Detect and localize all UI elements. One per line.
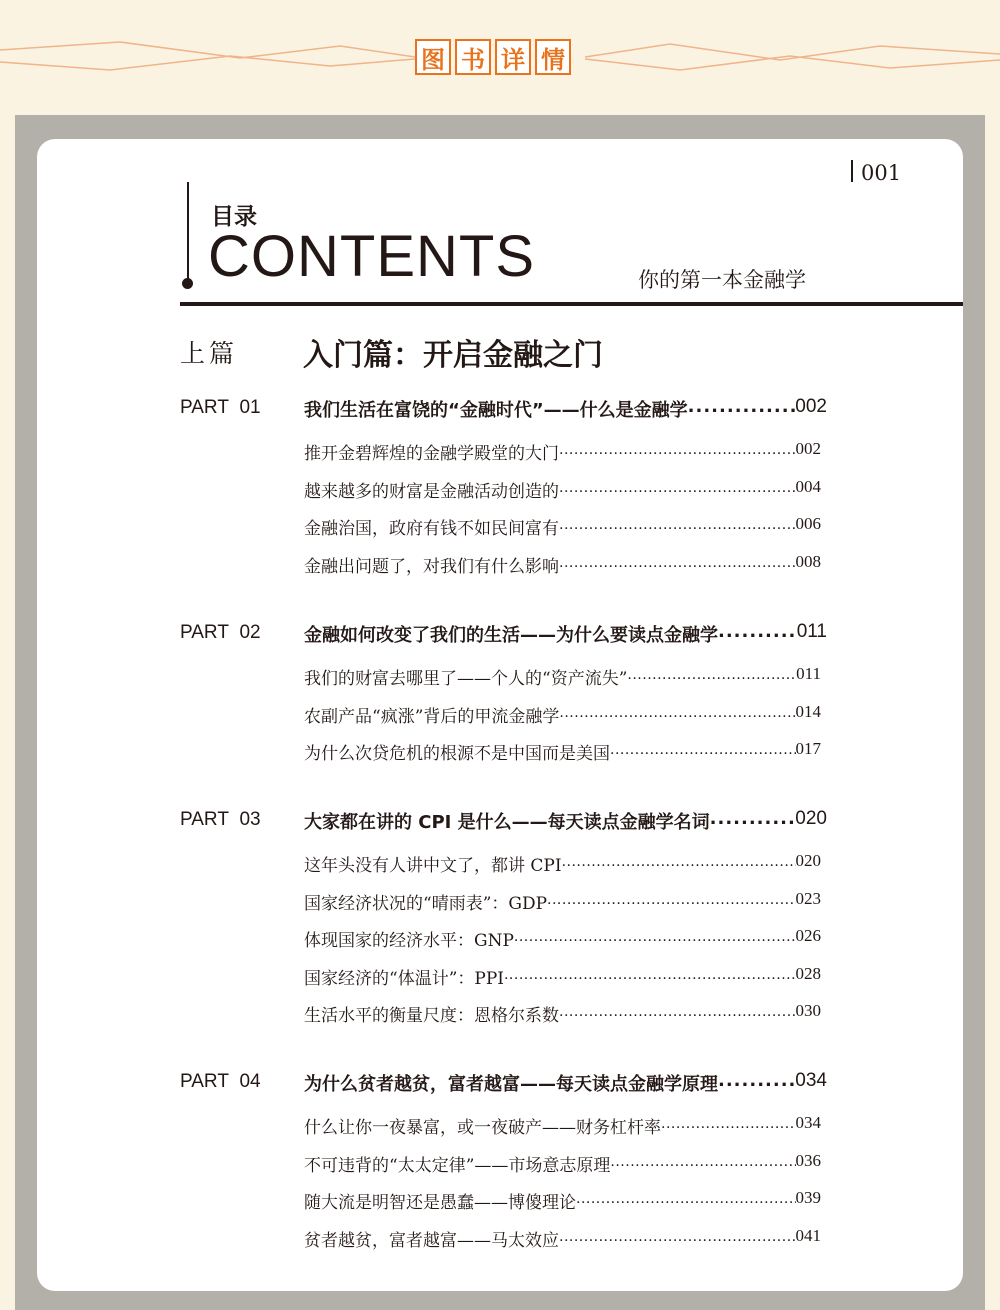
section-title: 金融治国，政府有钱不如民间富有: [304, 519, 559, 539]
section-page: 030: [795, 1001, 821, 1020]
section-title: 国家经济的“体温计”：PPI: [304, 968, 504, 989]
leader-dots: [514, 926, 796, 951]
page-number-value: 001: [861, 161, 902, 185]
section-row[interactable]: [304, 889, 821, 914]
leader-dots: [559, 552, 796, 577]
banner-char: 图: [415, 39, 451, 75]
section-title: 越来越多的财富是金融活动创造的: [304, 481, 559, 502]
leader-dots: [718, 1070, 795, 1096]
section-row[interactable]: [304, 552, 821, 577]
chapter-title: 我们生活在富饶的“金融时代”——什么是金融学: [304, 400, 688, 421]
section-row[interactable]: [304, 1001, 821, 1026]
section-row[interactable]: [304, 926, 821, 951]
leader-dots: [559, 514, 796, 539]
chapter-title-row[interactable]: [304, 808, 827, 834]
section-row[interactable]: [304, 439, 821, 464]
section-title: 体现国家的经济水平：GNP: [304, 931, 514, 951]
leader-dots: [547, 889, 795, 914]
leader-dots: [576, 1188, 796, 1213]
section-row[interactable]: [304, 1188, 821, 1213]
section-page: 004: [795, 476, 821, 496]
leader-dots: [559, 702, 795, 727]
section-page: 008: [795, 551, 821, 571]
chapter-title-row[interactable]: [304, 621, 827, 647]
section-page: 026: [795, 926, 821, 945]
part-label: 上篇: [180, 339, 239, 368]
leader-dots: [610, 1151, 795, 1176]
section-page: 017: [795, 739, 821, 758]
section-row[interactable]: [304, 514, 821, 539]
section-page: 014: [795, 701, 821, 721]
chapter-label: PART 02: [180, 622, 261, 643]
leader-dots: [718, 621, 797, 647]
toc-label: 目录: [211, 204, 257, 230]
section-title: 生活水平的衡量尺度：恩格尔系数: [304, 1006, 559, 1026]
section-row[interactable]: [304, 477, 821, 502]
section-row[interactable]: [304, 964, 821, 989]
chapter-page: 034: [795, 1070, 827, 1091]
section-page: 006: [795, 514, 821, 533]
section-title: 农副产品“疯涨”背后的甲流金融学: [304, 706, 560, 727]
section-row[interactable]: [304, 1151, 821, 1176]
section-title: 金融出问题了，对我们有什么影响: [304, 556, 559, 577]
chapter-page: 020: [795, 808, 827, 829]
leader-dots: [504, 964, 796, 989]
chapter-title-row[interactable]: [304, 396, 827, 422]
leader-dots: [710, 808, 796, 834]
banner-char: 书: [455, 39, 491, 75]
section-title: 为什么次贷危机的根源不是中国而是美国: [304, 744, 610, 764]
leader-dots: [559, 477, 796, 502]
chapter-title: 大家都在讲的 CPI 是什么——每天读点金融学名词: [304, 812, 710, 833]
section-row[interactable]: [304, 739, 821, 764]
chapter-label: PART 03: [180, 809, 261, 830]
section-row[interactable]: [304, 851, 821, 876]
section-page: 036: [795, 1150, 821, 1170]
section-page: 039: [795, 1188, 821, 1207]
section-page: 034: [795, 1113, 821, 1132]
book-title: 你的第一本金融学: [638, 268, 806, 292]
chapter-page: 002: [795, 396, 827, 417]
section-page: 002: [795, 439, 821, 458]
leader-dots: [559, 1001, 796, 1026]
chapter-title: 为什么贫者越贫，富者越富——每天读点金融学原理: [304, 1074, 718, 1095]
chapter-label: PART 04: [180, 1071, 261, 1092]
section-row[interactable]: [304, 1226, 821, 1251]
section-title: 什么让你一夜暴富，或一夜破产——财务杠杆率: [304, 1118, 661, 1138]
section-page: 020: [795, 851, 821, 870]
banner-char: 详: [495, 39, 531, 75]
section-title: 推开金碧辉煌的金融学殿堂的大门: [304, 444, 559, 464]
section-title: 国家经济状况的“晴雨表”：GDP: [304, 893, 548, 914]
section-title: 我们的财富去哪里了——个人的“资产流失”: [304, 669, 628, 689]
chapter-title: 金融如何改变了我们的生活——为什么要读点金融学: [304, 625, 718, 646]
section-row[interactable]: [304, 1113, 821, 1138]
section-page: 041: [795, 1225, 821, 1245]
section-title: 贫者越贫，富者越富——马太效应: [304, 1230, 559, 1251]
leader-dots: [688, 396, 796, 422]
leader-dots: [661, 1113, 796, 1138]
leader-dots: [559, 1226, 796, 1251]
part-heading: 入门篇：开启金融之门: [303, 338, 603, 373]
section-row[interactable]: [304, 702, 821, 727]
section-title: 这年头没有人讲中文了，都讲 CPI: [304, 856, 562, 876]
leader-dots: [562, 851, 796, 876]
section-row[interactable]: [304, 664, 821, 689]
section-title: 不可违背的“太太定律”——市场意志原理: [304, 1155, 611, 1176]
section-page: 011: [796, 664, 821, 683]
leader-dots: [559, 439, 796, 464]
contents-title: CONTENTS: [208, 224, 535, 289]
leader-dots: [627, 664, 796, 689]
chapter-page: 011: [796, 621, 827, 642]
chapter-title-row[interactable]: [304, 1070, 827, 1096]
banner-char: 情: [535, 39, 571, 75]
chapter-label: PART 01: [180, 397, 261, 418]
leader-dots: [610, 739, 796, 764]
section-page: 028: [795, 963, 821, 983]
section-page: 023: [795, 888, 821, 908]
section-title: 随大流是明智还是愚蠢——博傻理论: [304, 1193, 576, 1213]
